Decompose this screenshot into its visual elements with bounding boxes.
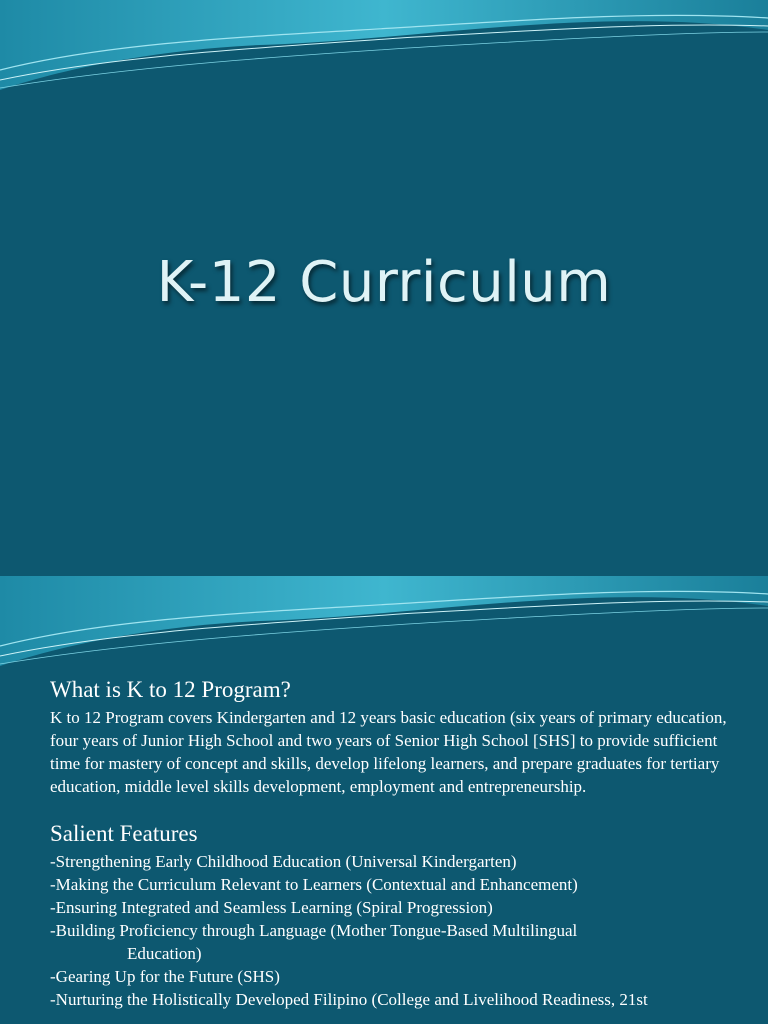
wave-decoration xyxy=(0,576,768,676)
list-item: -Strengthening Early Childhood Education (Universal Kindergarten) xyxy=(50,852,517,871)
features-list xyxy=(50,850,750,1011)
list-item: -Building Proficiency through Language (Mother Tongue-Based Multilingual xyxy=(50,921,578,940)
program-description: K to 12 Program covers Kindergarten and 12 years basic education (six years of primary education, four years of Junior High School and two years of Senior High School [SHS] to provide sufficient time for mastery of concept and skills, develop lifelong learners, and prepare graduates for tertiary education, middle level skills development, employment and entrepreneurship. xyxy=(50,708,727,796)
slide-content xyxy=(50,676,750,1011)
list-item: -Nurturing the Holistically Developed Filipino (College and Livelihood Readiness, 21st xyxy=(50,990,648,1009)
section-heading: What is K to 12 Program? xyxy=(50,677,291,702)
list-item: -Gearing Up for the Future (SHS) xyxy=(50,967,280,986)
slide-title: K-12 Curriculum xyxy=(156,250,612,315)
features-heading: Salient Features xyxy=(50,821,198,846)
list-item: -Making the Curriculum Relevant to Learners (Contextual and Enhancement) xyxy=(50,875,578,894)
list-item: -Ensuring Integrated and Seamless Learning (Spiral Progression) xyxy=(50,898,493,917)
content-slide xyxy=(0,576,768,1024)
list-item-continuation: Education) xyxy=(127,944,202,963)
wave-decoration xyxy=(0,0,768,100)
